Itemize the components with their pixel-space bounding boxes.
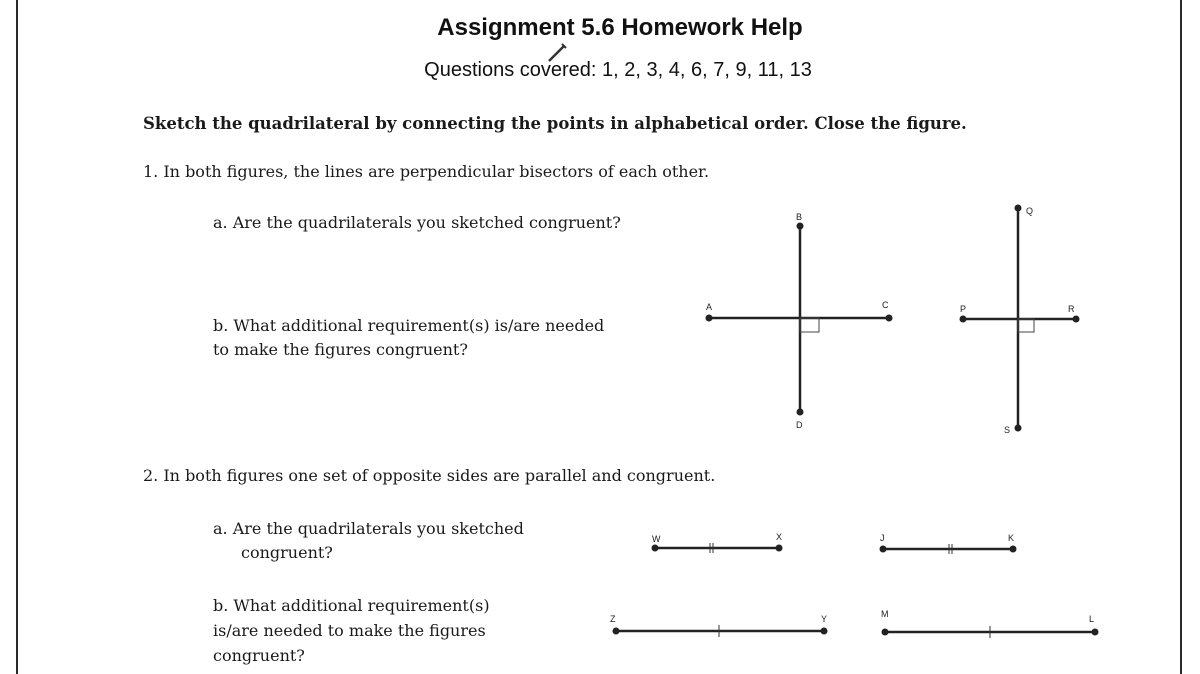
label-j: J xyxy=(880,533,885,543)
question-2a-line2: congruent? xyxy=(241,543,333,562)
label-z: Z xyxy=(610,614,616,624)
point-x xyxy=(776,545,783,552)
label-a: A xyxy=(706,302,713,312)
point-a xyxy=(706,315,713,322)
question-1a-text: a. Are the quadrilaterals you sketched congruent? xyxy=(213,213,621,232)
point-d xyxy=(797,409,804,416)
label-b: B xyxy=(796,212,803,222)
page-title: Assignment 5.6 Homework Help xyxy=(437,14,803,41)
label-m: M xyxy=(881,609,889,619)
point-p xyxy=(960,316,967,323)
instructions-text: Sketch the quadrilateral by connecting the points in alphabetical order. Close the figure. xyxy=(143,114,967,133)
label-q: Q xyxy=(1026,206,1034,216)
point-j xyxy=(880,546,887,553)
point-q xyxy=(1015,205,1022,212)
figure-abcd xyxy=(706,212,893,430)
point-l xyxy=(1092,629,1099,636)
figure-jklm xyxy=(880,533,1099,638)
question-1b-line1: b. What additional requirement(s) is/are needed xyxy=(213,316,605,335)
label-y: Y xyxy=(821,614,828,624)
label-c: C xyxy=(882,300,889,310)
label-r: R xyxy=(1068,304,1075,314)
question-2a-line1: a. Are the quadrilaterals you sketched xyxy=(213,519,524,538)
question-2b-line1: b. What additional requirement(s) xyxy=(213,596,490,615)
label-x: X xyxy=(776,532,783,542)
label-p: P xyxy=(960,304,967,314)
point-c xyxy=(886,315,893,322)
point-y xyxy=(821,628,828,635)
label-l: L xyxy=(1089,614,1095,624)
point-w xyxy=(652,545,659,552)
point-k xyxy=(1010,546,1017,553)
point-z xyxy=(613,628,620,635)
figure-pqrs xyxy=(960,205,1080,436)
question-1-prompt: 1. In both figures, the lines are perpendicular bisectors of each other. xyxy=(143,162,710,181)
question-2-prompt: 2. In both figures one set of opposite sides are parallel and congruent. xyxy=(143,466,716,485)
question-2b-line2: is/are needed to make the figures xyxy=(213,621,486,640)
point-s xyxy=(1015,425,1022,432)
label-w: W xyxy=(652,534,661,544)
page-subtitle: Questions covered: 1, 2, 3, 4, 6, 7, 9, 11, 13 xyxy=(424,59,812,81)
point-b xyxy=(797,223,804,230)
question-2b-line3: congruent? xyxy=(213,646,305,665)
point-r xyxy=(1073,316,1080,323)
label-s: S xyxy=(1004,425,1011,435)
label-d: D xyxy=(796,420,803,430)
question-1b-line2: to make the figures congruent? xyxy=(213,340,468,359)
point-m xyxy=(882,629,889,636)
figure-wxyz xyxy=(610,532,828,637)
label-k: K xyxy=(1008,533,1015,543)
